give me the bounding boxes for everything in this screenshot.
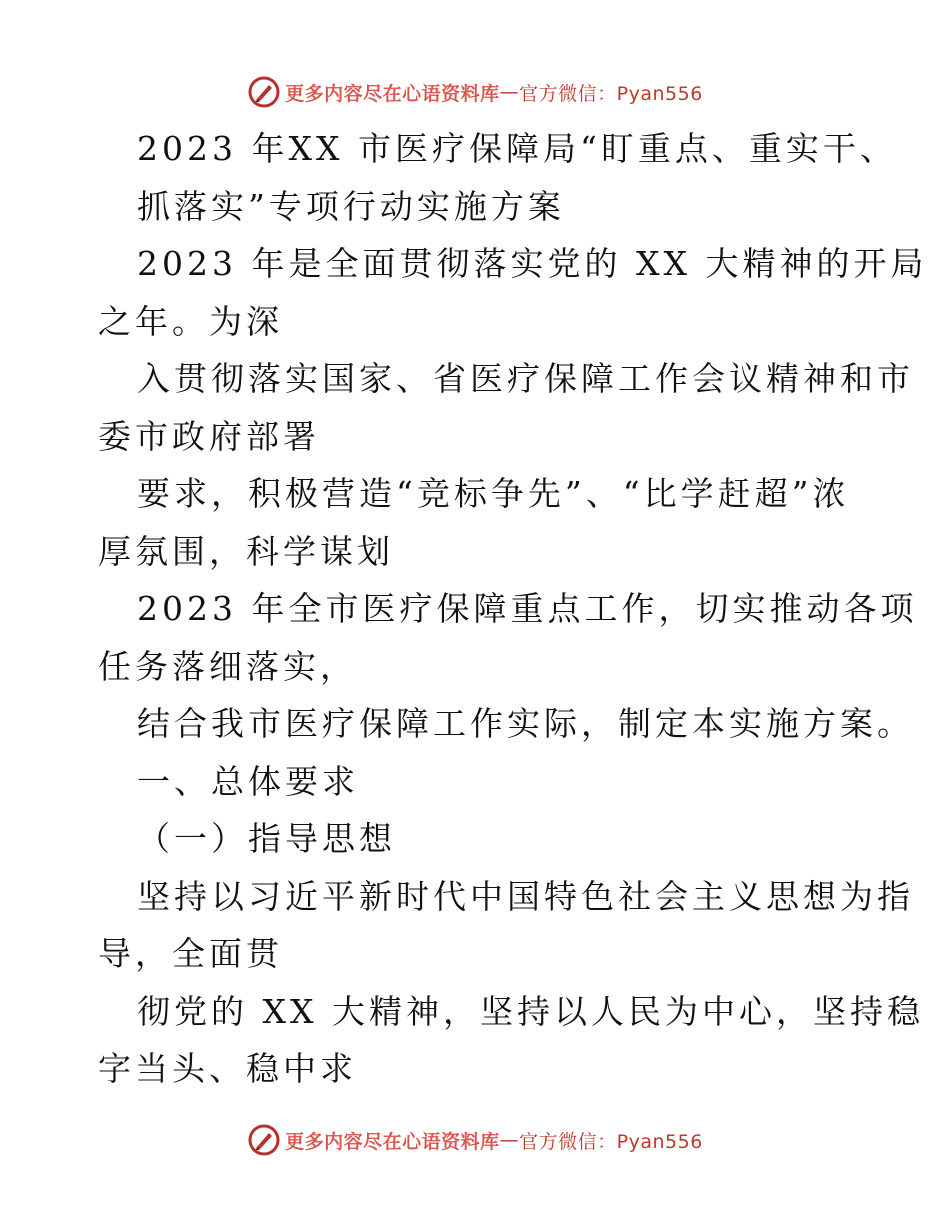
document-line: 导，全面贯 xyxy=(98,934,283,973)
footer-watermark-contact: 官方微信：Pyan556 xyxy=(519,1130,703,1153)
document-line: 之年。为深 xyxy=(98,301,283,341)
document-line: 2023 年XX 市医疗保障局“盯重点、重实干、 xyxy=(137,129,897,168)
header-watermark-contact: 官方微信：Pyan556 xyxy=(519,82,703,105)
footer-watermark-banner xyxy=(0,1120,950,1160)
header-watermark-dash: — xyxy=(499,81,520,103)
document-line: 2023 年全市医疗保障重点工作，切实推动各项 xyxy=(137,589,918,628)
document-line: 字当头、稳中求 xyxy=(98,1049,357,1088)
pen-logo-icon xyxy=(247,1123,281,1157)
document-line: 坚持以习近平新时代中国特色社会主义思想为指 xyxy=(137,876,914,916)
document-line: 抓落实”专项行动实施方案 xyxy=(137,186,565,226)
footer-watermark-brand: 更多内容尽在心语资料库 xyxy=(285,1130,500,1153)
header-watermark-banner xyxy=(0,72,950,112)
header-watermark-brand: 更多内容尽在心语资料库 xyxy=(285,82,500,105)
pen-logo-icon xyxy=(247,75,281,109)
section-heading: 一、总体要求 xyxy=(137,761,359,801)
document-line: 要求，积极营造“竞标争先”、“比学赶超”浓 xyxy=(137,474,850,513)
document-line: 委市政府部署 xyxy=(98,416,320,456)
document-line: 厚氛围，科学谋划 xyxy=(98,531,394,571)
footer-watermark-dash: — xyxy=(499,1129,520,1151)
document-line: 任务落细落实， xyxy=(98,646,357,686)
document-line: 结合我市医疗保障工作实际，制定本实施方案。 xyxy=(137,704,914,743)
document-line: 入贯彻落实国家、省医疗保障工作会议精神和市 xyxy=(137,359,914,398)
subsection-heading: （一）指导思想 xyxy=(137,819,396,858)
document-line: 2023 年是全面贯彻落实党的 XX 大精神的开局 xyxy=(137,244,928,283)
document-line: 彻党的 XX 大精神，坚持以人民为中心，坚持稳 xyxy=(137,991,924,1031)
document-body xyxy=(98,120,928,1098)
